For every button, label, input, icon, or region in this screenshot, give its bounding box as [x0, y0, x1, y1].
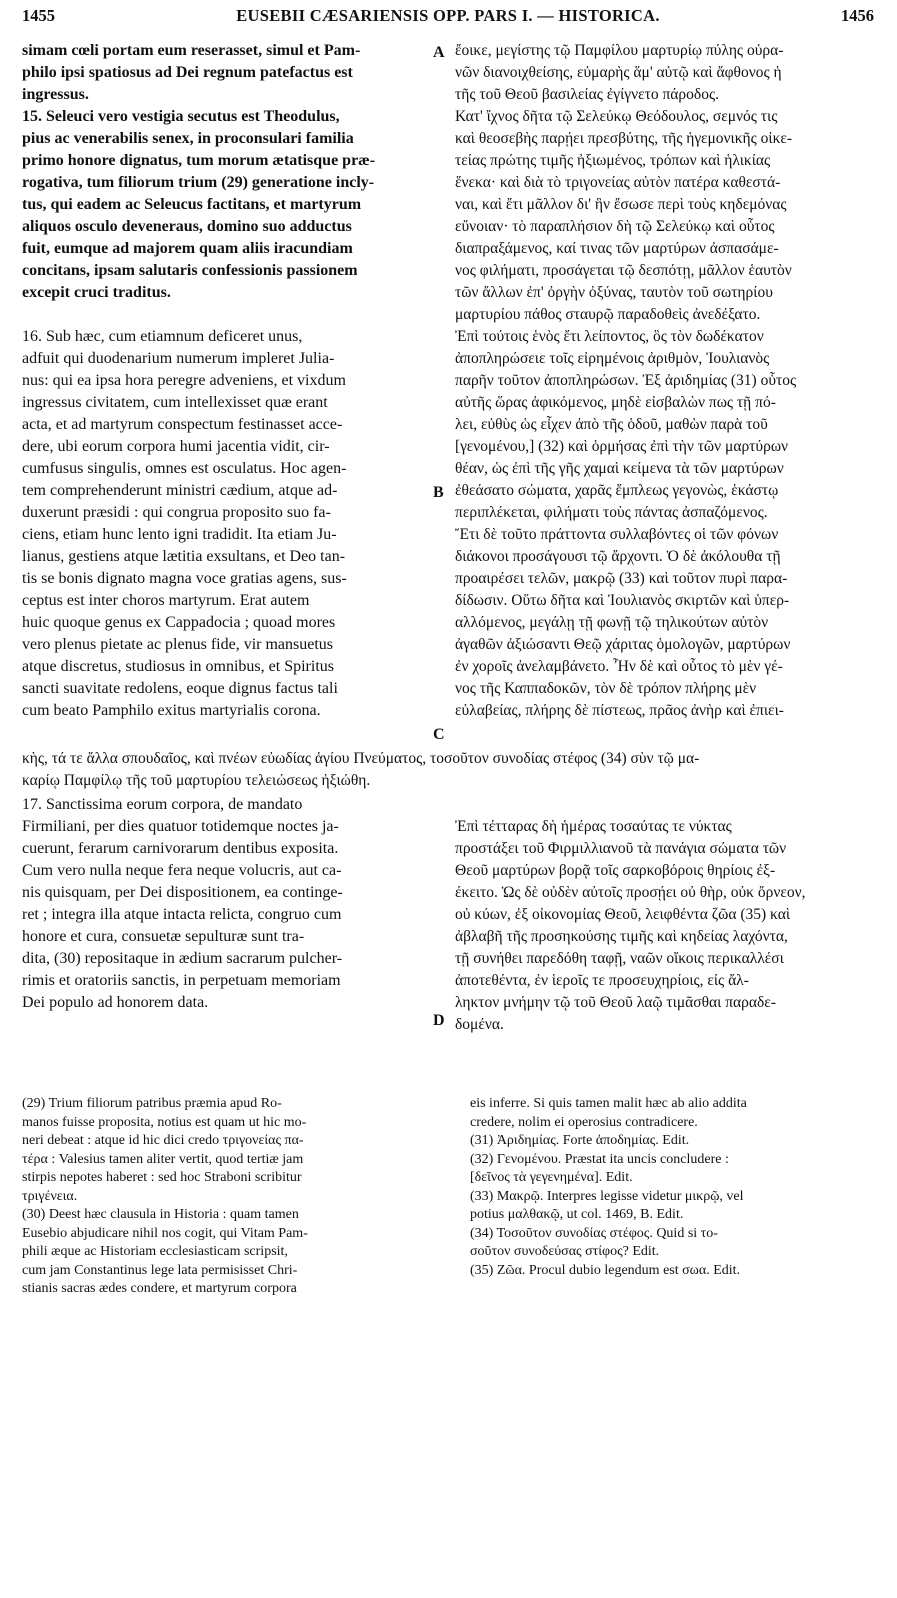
latin-line: acta, et ad martyrum conspectum festinasset acce-	[22, 416, 343, 433]
footnote-line: (34) Τοσοῦτον συνοδίας στέφος. Quid si το-	[470, 1225, 718, 1241]
running-title: EUSEBII CÆSARIENSIS OPP. PARS I. — HISTORICA.	[236, 6, 660, 25]
latin-line: pius ac venerabilis senex, in proconsulari familia	[22, 130, 354, 147]
latin-line: tem comprehenderunt ministri cædium, atque ad-	[22, 482, 338, 499]
greek-line: ἐν χοροῖς ἀνελαμβάνετο. Ἦν δὲ καὶ οὗτος τὸ μὲν γέ-	[455, 658, 783, 675]
latin-line: ingressus.	[22, 86, 89, 103]
greek-line: αὐτῆς ὥρας ἀφικόμενος, μηδὲ εἰσβαλὼν πως τῇ πό-	[455, 394, 776, 411]
margin-letter-a: A	[433, 44, 445, 61]
latin-line: 17. Sanctissima eorum corpora, de mandato	[22, 796, 303, 813]
latin-line: rogativa, tum filiorum trium (29) generatione incly-	[22, 174, 375, 191]
greek-line: θέαν, ὡς ἐπὶ τῆς γῆς χαμαὶ κείμενα τὰ τῶν μαρτύρων	[455, 460, 784, 477]
latin-column-section-17	[22, 794, 343, 1014]
latin-line: philo ipsi spatiosus ad Dei regnum patefactus est	[22, 64, 353, 81]
latin-line: ciens, etiam hunc lento igni tradidit. Ita etiam Ju-	[22, 526, 337, 543]
footnotes-left	[22, 1095, 308, 1299]
latin-line: sancti suavitate redolens, eoque dignus factus tali	[22, 680, 338, 697]
footnote-line: (31) Ἀριδημίας. Forte ἀποδημίας. Edit.	[470, 1133, 690, 1148]
footnote-line: (29) Trium filiorum patribus præmia apud Ro-	[22, 1096, 282, 1111]
greek-line: έκειτο. Ὡς δὲ οὐδὲν αὐτοῖς προσῄει οὐ θὴρ, οὐκ ὄρνεον,	[455, 884, 806, 901]
greek-line: ἔοικε, μεγίστης τῷ Παμφίλου μαρτυρίῳ πύλης οὐρα-	[455, 42, 784, 59]
greek-line: Ἐπὶ τέτταρας δὴ ἡμέρας τοσαύτας τε νύκτας	[455, 818, 732, 835]
footnote-line: τέρα : Valesius tamen aliter vertit, quod tertiæ jam	[22, 1151, 304, 1167]
footnote-line: phili æque ac Historiam ecclesiasticam scripsit,	[22, 1244, 288, 1259]
page-header	[22, 6, 874, 32]
latin-line: 16. Sub hæc, cum etiamnum deficeret unus,	[22, 328, 303, 345]
latin-line: excepit cruci traditus.	[22, 284, 171, 301]
greek-column	[455, 40, 796, 722]
page-number-left: 1455	[22, 6, 55, 25]
latin-line: atque discretus, studiosus in omnibus, et Spiritus	[22, 658, 334, 675]
footnote-line: stianis sacras ædes condere, et martyrum corpora	[22, 1281, 297, 1296]
wide-line: καρίῳ Παμφίλῳ τῆς τοῦ μαρτυρίου τελειώσεως ἠξιώθη.	[22, 772, 371, 789]
paragraph-gap	[22, 304, 375, 326]
latin-line: rimis et oratoriis sanctis, in perpetuam memoriam	[22, 972, 341, 989]
greek-line: Θεοῦ μαρτύρων βορᾷ τοῖς σαρκοβόροις θηρίοις ἐξ-	[455, 862, 776, 879]
greek-line: προστάξει τοῦ Φιρμιλλιανοῦ τὰ πανάγια σώματα τῶν	[455, 840, 787, 857]
footnotes-right	[470, 1095, 747, 1280]
page-number-right: 1456	[841, 6, 874, 25]
footnote-line: (30) Deest hæc clausula in Historia : quam tamen	[22, 1207, 299, 1222]
margin-letter-c: C	[433, 726, 445, 743]
greek-line: καὶ θεοσεβὴς παρῄει πρεσβύτης, τῆς ἡγεμονικῆς οἰκε-	[455, 130, 793, 147]
latin-line: ret ; integra illa atque intacta relicta, congruo cum	[22, 906, 342, 923]
latin-line: concitans, ipsam salutaris confessionis passionem	[22, 262, 358, 279]
greek-line: Κατ' ἴχνος δῆτα τῷ Σελεύκῳ Θεόδουλος, σεμνός τις	[455, 108, 778, 125]
latin-line: 15. Seleuci vero vestigia secutus est Theodulus,	[22, 108, 340, 125]
latin-line: adfuit qui duodenarium numerum impleret Julia-	[22, 350, 335, 367]
greek-line: ἐθεάσατο σώματα, χαρᾶς ἔμπλεως γεγονὼς, ἑκάστῳ	[455, 482, 779, 499]
latin-line: primo honore dignatus, tum morum ætatisque præ-	[22, 152, 376, 169]
latin-line: cumfusus singulis, omnes est osculatus. Hoc agen-	[22, 460, 347, 477]
latin-line: cuerunt, ferarum carnivorarum dentibus exposita.	[22, 840, 339, 857]
greek-line: ἀποτεθέντα, ἐν ἱεροῖς τε προσευχηρίοις, εἰς ἄλ-	[455, 972, 749, 989]
latin-line: tus, qui eadem ac Seleucus factitans, et martyrum	[22, 196, 362, 213]
greek-line: διάκονοι προσάγουσι τῷ ἄρχοντι. Ὁ δὲ ἀκόλουθα τῇ	[455, 548, 781, 565]
greek-line: δομένα.	[455, 1016, 504, 1033]
latin-line: Firmiliani, per dies quatuor totidemque noctes ja-	[22, 818, 339, 835]
latin-line: dere, ubi eorum corpora humi jacentia vidit, cir-	[22, 438, 330, 455]
footnote-line: neri debeat : atque id hic dici credo τριγονείας πα-	[22, 1133, 304, 1148]
footnote-line: manos fuisse proposita, notius est quam ut hic mo-	[22, 1114, 307, 1130]
latin-line: simam cœli portam eum reserasset, simul et Pam-	[22, 42, 361, 59]
footnote-line: (33) Μακρῷ. Interpres legisse videtur μικρῷ, vel	[470, 1188, 744, 1204]
greek-line: Ἐπὶ τούτοις ἑνὸς ἔτι λείποντος, ὃς τὸν δωδέκατον	[455, 328, 764, 345]
latin-line: vero plenus pietate ac plenus fide, vir mansuetus	[22, 636, 334, 653]
footnote-line: credere, nolim ei operosius contradicere.	[470, 1114, 698, 1130]
greek-line: [γενομένου,] (32) καὶ ὁρμήσας ἐπὶ τὴν τῶν μαρτύρων	[455, 438, 789, 455]
footnote-line: potius μαλθακῷ, ut col. 1469, B. Edit.	[470, 1207, 684, 1222]
latin-line: duxerunt præsidi : qui congrua proposito suo fa-	[22, 504, 331, 521]
greek-line: δίδωσιν. Οὕτω δῆτα καὶ Ἰουλιανὸς σκιρτῶν καὶ ὑπερ-	[455, 592, 790, 609]
greek-line: περιπλέκεται, φιλήματι τοὺς πάντας ἀσπαζόμενος.	[455, 504, 768, 521]
full-width-greek-lines	[22, 748, 699, 792]
greek-line: αλλόμενος, μεγάλῃ τῇ φωνῇ τῷ τηλικούτων αὐτὸν	[455, 614, 769, 631]
greek-line: παρῆν τοῦτον ἀποπληρώσων. Ἐξ ἀριδημίας (31) οὗτος	[455, 372, 797, 389]
greek-line: ληκτον μνήμην τῷ τοῦ Θεοῦ λαῷ τιμᾶσθαι παραδε-	[455, 994, 776, 1011]
latin-line: fuit, eumque ad majorem quam aliis iracundiam	[22, 240, 353, 257]
latin-line: aliquos osculo deveneraus, domino suo adductus	[22, 218, 352, 235]
footnote-line: [δεῖνος τὰ γεγενημένα]. Edit.	[470, 1170, 633, 1185]
latin-line: cum beato Pamphilo exitus martyrialis corona.	[22, 702, 321, 719]
latin-column	[22, 40, 375, 722]
latin-line: nus: qui ea ipsa hora peregre adveniens, et vixdum	[22, 372, 346, 389]
greek-line: ἕνεκα· καὶ διὰ τὸ τριγονείας αὐτὸν πατέρα καθεστά-	[455, 174, 781, 191]
footnote-line: stirpis nepotes haberet : sed hoc Straboni scribitur	[22, 1170, 302, 1185]
latin-line: ceptus est inter choros martyrum. Erat autem	[22, 592, 310, 609]
greek-column-section-17	[455, 816, 805, 1036]
greek-line: τῆς τοῦ Θεοῦ βασιλείας ἐγίγνετο πάροδος.	[455, 86, 719, 103]
greek-line: λει, εὐθὺς ὡς εἶχεν ἀπὸ τῆς ὁδοῦ, μαθὼν παρὰ τοῦ	[455, 416, 768, 433]
latin-line: lianus, gestiens atque lætitia exsultans, et Deo tan-	[22, 548, 346, 565]
greek-line: οὐ κύων, ἐξ οἰκονομίας Θεοῦ, λειφθέντα ζῶα (35) καὶ	[455, 906, 791, 923]
greek-line: Ἔτι δὲ τοῦτο πράττοντα συλλαβόντες οἱ τῶν φόνων	[455, 526, 779, 543]
latin-line: tis se bonis dignato magna voce gratias agens, sus-	[22, 570, 347, 587]
latin-line: Cum vero nulla neque fera neque volucris, aut ca-	[22, 862, 342, 879]
footnote-line: (35) Ζῶα. Procul dubio legendum est σωα. Edit.	[470, 1262, 741, 1278]
greek-line: ναι, καὶ ἔτι μᾶλλον δι' ἣν ἔσωσε περὶ τοὺς κηδεμόνας	[455, 196, 787, 213]
greek-line: νῶν διανοιχθείσης, εὐμαρὴς ἅμ' αὐτῷ καὶ ἄφθονος ἡ	[455, 64, 782, 81]
latin-line: huic quoque genus ex Cappadocia ; quoad mores	[22, 614, 336, 631]
latin-line: nis quisquam, per Dei dispositionem, ea continge-	[22, 884, 343, 901]
greek-line: προαιρέσει τελῶν, μακρῷ (33) καὶ τοῦτον πυρὶ παρα-	[455, 570, 788, 587]
greek-line: τῶν ἄλλων ἐπ' ὀργὴν ὀξύνας, ταυτὸν τοῦ σωτηρίου	[455, 284, 773, 301]
footnote-line: (32) Γενομένου. Præstat ita uncis concludere :	[470, 1151, 729, 1167]
latin-line: dita, (30) repositaque in ædium sacrarum pulcher-	[22, 950, 343, 967]
greek-line: ἀβλαβῆ τῆς προσηκούσης τιμῆς καὶ κηδείας λαχόντα,	[455, 928, 788, 945]
greek-line: ἀποπληρώσειε τοῖς εἰρημένοις ἀριθμὸν, Ἰουλιανὸς	[455, 350, 770, 367]
footnote-line: eis inferre. Si quis tamen malit hæc ab alio addita	[470, 1096, 747, 1111]
greek-line: νος τῆς Καππαδοκῶν, τὸν δὲ τρόπον πλήρης μὲν	[455, 680, 757, 697]
footnote-line: Eusebio abjudicare nihil nos cogit, qui Vitam Pam-	[22, 1225, 308, 1241]
greek-line: τείας πρώτης τιμῆς ἠξιωμένος, τρόπων καὶ ἡλικίας	[455, 152, 771, 169]
greek-line: νος φιλήματι, προσάγεται τῷ δεσπότῃ, μᾶλλον ἑαυτὸν	[455, 262, 792, 279]
margin-letter-b: B	[433, 484, 444, 501]
greek-line: τῇ συνήθει παρεδόθη ταφῇ, ναῶν οἴκοις περικαλλέσι	[455, 950, 784, 967]
greek-line: διαπραξάμενος, καί τινας τῶν μαρτύρων ἀσπασάμε-	[455, 240, 779, 257]
wide-line: κὴς, τά τε ἄλλα σπουδαῖος, καὶ πνέων εὐωδίας ἁγίου Πνεύματος, τοσοῦτον συνοδίας στέφος (34) σὺν τῷ μα-	[22, 750, 700, 767]
footnote-line: σοῦτον συνοδεύσας στίφος? Edit.	[470, 1244, 660, 1259]
footnote-line: τριγένεια.	[22, 1188, 78, 1204]
latin-line: ingressus civitatem, cum intellexisset quæ erant	[22, 394, 328, 411]
greek-line: ἀγαθῶν ἀξιώσαντι Θεῷ χάριτας ὁμολογῶν, μαρτύρων	[455, 636, 791, 653]
margin-letter-d: D	[433, 1012, 445, 1029]
greek-line: μαρτυρίου πάθος σταυρῷ παραδοθεὶς ἀνεδέξατο.	[455, 306, 761, 323]
greek-line: εὔνοιαν· τὸ παραπλήσιον δὴ τῷ Σελεύκῳ καὶ οὗτος	[455, 218, 775, 235]
footnote-line: cum jam Constantinus lege lata permisisset Chri-	[22, 1262, 298, 1278]
latin-line: Dei populo ad honorem data.	[22, 994, 209, 1011]
latin-line: honore et cura, consuetæ sepulturæ sunt tra-	[22, 928, 305, 945]
greek-line: εὐλαβείας, πλήρης δὲ πίστεως, πρᾶος ἀνὴρ καὶ ἐπιει-	[455, 702, 784, 719]
